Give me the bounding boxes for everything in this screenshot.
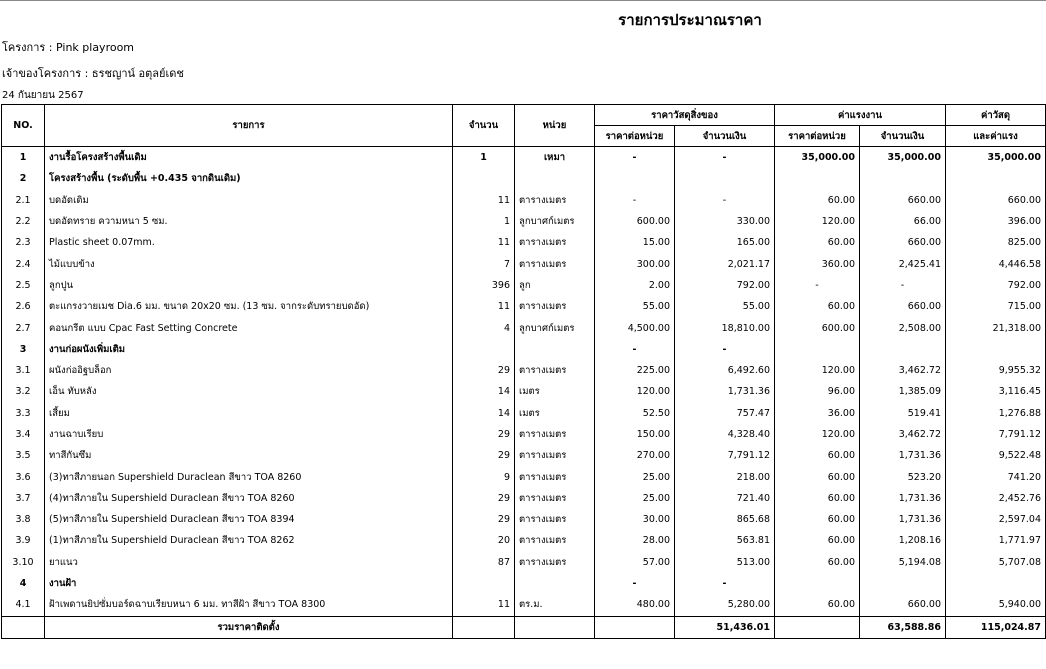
row-unit: ตร.ม. [515,594,595,616]
row-no: 4 [2,573,45,594]
row-unit: ลูกบาศก์เมตร [515,211,595,232]
col-labor-group: ค่าแรงงาน [775,105,946,126]
row-labor-unit-price: - [775,275,860,296]
row-labor-unit-price [775,573,860,594]
row-material-amount: 792.00 [675,275,775,296]
row-material-amount: 757.47 [675,403,775,424]
row-material-unit-price: 480.00 [595,594,675,616]
row-item: (3)ทาสีภายนอก Supershield Duraclean สีขาว TOA 8260 [45,466,453,487]
col-material-unit-price: ราคาต่อหน่วย [595,126,675,147]
table-row [2,573,1046,594]
row-labor-amount [860,168,946,189]
row-labor-unit-price: 60.00 [775,594,860,616]
row-labor-unit-price [775,339,860,360]
row-material-amount: 165.00 [675,232,775,253]
row-item: เสี้ยม [45,403,453,424]
table-row [2,466,1046,487]
col-labor-unit-price: ราคาต่อหน่วย [775,126,860,147]
row-labor-amount: 5,194.08 [860,552,946,573]
table-row [2,445,1046,466]
table-row [2,381,1046,402]
row-material-unit-price [595,168,675,189]
row-item: งานรื้อโครงสร้างพื้นเดิม [45,147,453,169]
col-material-amount: จำนวนเงิน [675,126,775,147]
row-unit [515,573,595,594]
row-material-unit-price: 270.00 [595,445,675,466]
row-material-unit-price: 4,500.00 [595,317,675,338]
grand-total: 115,024.87 [946,616,1046,638]
row-material-unit-price: 25.00 [595,488,675,509]
row-material-unit-price: 600.00 [595,211,675,232]
total-row [2,616,1046,638]
row-no: 3.3 [2,403,45,424]
row-item: ไม้แบบข้าง [45,253,453,274]
row-unit: ตารางเมตร [515,552,595,573]
row-material-unit-price: 25.00 [595,466,675,487]
table-row [2,147,1046,169]
row-qty: 29 [453,509,515,530]
row-qty: 11 [453,190,515,211]
row-qty: 11 [453,594,515,616]
table-row [2,253,1046,274]
row-item: เอ็น ทับหลัง [45,381,453,402]
table-body [2,147,1046,617]
row-labor-amount: 1,385.09 [860,381,946,402]
row-total: 21,318.00 [946,317,1046,338]
row-labor-amount: 1,208.16 [860,530,946,551]
col-material-group: ราคาวัสดุสิ่งของ [595,105,775,126]
row-labor-unit-price: 35,000.00 [775,147,860,169]
row-material-amount: 513.00 [675,552,775,573]
row-item: งานก่อผนังเพิ่มเติม [45,339,453,360]
row-unit: ตารางเมตร [515,190,595,211]
table-row [2,317,1046,338]
row-item: บดอัดเดิม [45,190,453,211]
row-no: 2.7 [2,317,45,338]
row-no: 4.1 [2,594,45,616]
row-unit: เมตร [515,403,595,424]
row-labor-amount: 660.00 [860,296,946,317]
row-material-amount: 218.00 [675,466,775,487]
row-labor-unit-price [775,168,860,189]
estimate-date: 24 กันยายน 2567 [2,90,84,101]
row-labor-amount: 519.41 [860,403,946,424]
row-item: งานฝ้า [45,573,453,594]
row-material-unit-price: - [595,147,675,169]
row-material-amount: - [675,190,775,211]
table-row [2,424,1046,445]
row-qty [453,573,515,594]
table-row [2,360,1046,381]
row-qty: 1 [453,211,515,232]
row-labor-unit-price: 120.00 [775,360,860,381]
table-row [2,339,1046,360]
row-no: 3.2 [2,381,45,402]
row-labor-amount: 35,000.00 [860,147,946,169]
row-total: 2,597.04 [946,509,1046,530]
row-material-amount: 5,280.00 [675,594,775,616]
row-material-amount: 1,731.36 [675,381,775,402]
row-item: ทาสีกันซึม [45,445,453,466]
row-material-unit-price: 150.00 [595,424,675,445]
row-material-amount: 721.40 [675,488,775,509]
row-material-unit-price: - [595,190,675,211]
row-material-unit-price: 28.00 [595,530,675,551]
row-qty: 29 [453,445,515,466]
row-unit: ตารางเมตร [515,530,595,551]
row-labor-amount: 1,731.36 [860,509,946,530]
row-material-amount: 4,328.40 [675,424,775,445]
row-labor-unit-price: 60.00 [775,232,860,253]
row-no: 3 [2,339,45,360]
row-material-unit-price: 15.00 [595,232,675,253]
row-unit: ตารางเมตร [515,445,595,466]
row-total: 825.00 [946,232,1046,253]
row-item: บดอัดทราย ความหนา 5 ซม. [45,211,453,232]
col-unit: หน่วย [515,105,595,147]
col-labor-amount: จำนวนเงิน [860,126,946,147]
row-qty: 9 [453,466,515,487]
row-material-amount: 2,021.17 [675,253,775,274]
row-labor-unit-price: 60.00 [775,296,860,317]
row-material-amount [675,168,775,189]
row-no: 3.9 [2,530,45,551]
col-total-group: ค่าวัสดุ [946,105,1046,126]
row-labor-amount: - [860,275,946,296]
row-unit: เหมา [515,147,595,169]
row-total: 660.00 [946,190,1046,211]
row-labor-unit-price: 60.00 [775,552,860,573]
row-unit: ลูกบาศก์เมตร [515,317,595,338]
row-unit: ตารางเมตร [515,232,595,253]
row-total: 2,452.76 [946,488,1046,509]
row-material-amount: 330.00 [675,211,775,232]
row-total: 9,955.32 [946,360,1046,381]
row-no: 3.4 [2,424,45,445]
row-total: 5,707.08 [946,552,1046,573]
row-total [946,339,1046,360]
table-row [2,552,1046,573]
row-material-amount: - [675,573,775,594]
row-no: 2.4 [2,253,45,274]
row-no: 2.3 [2,232,45,253]
row-unit: ตารางเมตร [515,253,595,274]
row-no: 3.1 [2,360,45,381]
row-qty: 29 [453,488,515,509]
page-title: รายการประมาณราคา [618,11,762,29]
row-item: ฝ้าเพดานยิปซั่มบอร์ดฉาบเรียบหนา 6 มม. ทาสีฝ้า สีขาว TOA 8300 [45,594,453,616]
row-material-unit-price: 57.00 [595,552,675,573]
row-qty: 1 [453,147,515,169]
row-qty: 29 [453,424,515,445]
col-no: NO. [2,105,45,147]
row-total: 9,522.48 [946,445,1046,466]
row-labor-unit-price: 360.00 [775,253,860,274]
row-no: 2.2 [2,211,45,232]
project-owner: เจ้าของโครงการ : ธรชญาน์ อตุลย์เดช [2,67,184,80]
row-item: ยาแนว [45,552,453,573]
row-item: (5)ทาสีภายใน Supershield Duraclean สีขาว TOA 8394 [45,509,453,530]
row-qty: 20 [453,530,515,551]
row-unit [515,168,595,189]
row-labor-amount: 3,462.72 [860,360,946,381]
table-row [2,530,1046,551]
row-labor-unit-price: 60.00 [775,530,860,551]
table-row [2,168,1046,189]
row-item: (4)ทาสีภายใน Supershield Duraclean สีขาว TOA 8260 [45,488,453,509]
row-total: 396.00 [946,211,1046,232]
row-qty: 29 [453,360,515,381]
row-no: 1 [2,147,45,169]
row-material-amount: 18,810.00 [675,317,775,338]
row-labor-unit-price: 36.00 [775,403,860,424]
row-no: 3.8 [2,509,45,530]
row-no: 3.10 [2,552,45,573]
row-labor-amount: 2,425.41 [860,253,946,274]
row-labor-unit-price: 60.00 [775,445,860,466]
row-item: ลูกปูน [45,275,453,296]
row-total: 35,000.00 [946,147,1046,169]
row-qty [453,168,515,189]
total-labor-amount: 63,588.86 [860,616,946,638]
row-no: 2.5 [2,275,45,296]
row-material-amount: 7,791.12 [675,445,775,466]
row-total: 715.00 [946,296,1046,317]
row-total: 1,771.97 [946,530,1046,551]
row-total: 1,276.88 [946,403,1046,424]
row-no: 2 [2,168,45,189]
row-no: 3.6 [2,466,45,487]
table-row [2,296,1046,317]
project-name: โครงการ : Pink playroom [2,41,135,54]
row-qty: 396 [453,275,515,296]
row-material-amount: 563.81 [675,530,775,551]
table-row [2,275,1046,296]
row-labor-amount: 1,731.36 [860,445,946,466]
row-total: 792.00 [946,275,1046,296]
row-total: 3,116.45 [946,381,1046,402]
row-material-amount: 55.00 [675,296,775,317]
row-item: ตะแกรงวายเมช Dia.6 มม. ขนาด 20x20 ซม. (13 ซม. จากระดับทรายบดอัด) [45,296,453,317]
row-material-amount: 865.68 [675,509,775,530]
row-unit: ตารางเมตร [515,466,595,487]
row-unit: ตารางเมตร [515,424,595,445]
row-labor-amount: 660.00 [860,232,946,253]
row-labor-unit-price: 120.00 [775,424,860,445]
row-total [946,168,1046,189]
row-unit: ตารางเมตร [515,360,595,381]
row-labor-amount [860,339,946,360]
row-material-unit-price: 52.50 [595,403,675,424]
row-labor-amount: 660.00 [860,190,946,211]
row-labor-amount: 3,462.72 [860,424,946,445]
total-label: รวมราคาติดตั้ง [45,616,453,638]
row-material-amount: - [675,147,775,169]
row-no: 2.6 [2,296,45,317]
row-no: 3.7 [2,488,45,509]
row-material-unit-price: 55.00 [595,296,675,317]
row-total: 5,940.00 [946,594,1046,616]
row-unit [515,339,595,360]
table-row [2,403,1046,424]
row-qty: 11 [453,232,515,253]
row-no: 2.1 [2,190,45,211]
table-row [2,594,1046,616]
top-border [0,0,1046,1]
row-item: (1)ทาสีภายใน Supershield Duraclean สีขาว TOA 8262 [45,530,453,551]
row-unit: ตารางเมตร [515,488,595,509]
row-qty: 11 [453,296,515,317]
row-material-unit-price: - [595,339,675,360]
row-unit: ตารางเมตร [515,509,595,530]
row-labor-unit-price: 96.00 [775,381,860,402]
col-total-sub: และค่าแรง [946,126,1046,147]
total-material-amount: 51,436.01 [675,616,775,638]
row-qty [453,339,515,360]
row-material-amount: - [675,339,775,360]
row-labor-amount: 660.00 [860,594,946,616]
row-item: Plastic sheet 0.07mm. [45,232,453,253]
table-row [2,211,1046,232]
row-material-unit-price: - [595,573,675,594]
row-total [946,573,1046,594]
col-qty: จำนวน [453,105,515,147]
table-header [2,105,1046,147]
row-labor-unit-price: 120.00 [775,211,860,232]
row-total: 4,446.58 [946,253,1046,274]
table-row [2,509,1046,530]
col-item: รายการ [45,105,453,147]
row-qty: 4 [453,317,515,338]
row-unit: ลูก [515,275,595,296]
row-qty: 7 [453,253,515,274]
table-row [2,488,1046,509]
row-item: คอนกรีต แบบ Cpac Fast Setting Concrete [45,317,453,338]
row-qty: 14 [453,381,515,402]
table-row [2,190,1046,211]
row-qty: 14 [453,403,515,424]
row-unit: เมตร [515,381,595,402]
row-material-unit-price: 30.00 [595,509,675,530]
row-qty: 87 [453,552,515,573]
row-total: 7,791.12 [946,424,1046,445]
row-labor-amount [860,573,946,594]
row-total: 741.20 [946,466,1046,487]
row-labor-amount: 2,508.00 [860,317,946,338]
table-row [2,232,1046,253]
row-item: งานฉาบเรียบ [45,424,453,445]
row-material-unit-price: 120.00 [595,381,675,402]
row-material-unit-price: 2.00 [595,275,675,296]
row-item: โครงสร้างพื้น (ระดับพื้น +0.435 จากดินเดิม) [45,168,453,189]
row-labor-unit-price: 600.00 [775,317,860,338]
row-material-unit-price: 225.00 [595,360,675,381]
row-labor-amount: 66.00 [860,211,946,232]
row-labor-unit-price: 60.00 [775,509,860,530]
row-labor-amount: 1,731.36 [860,488,946,509]
row-material-unit-price: 300.00 [595,253,675,274]
row-item: ผนังก่ออิฐบล็อก [45,360,453,381]
row-material-amount: 6,492.60 [675,360,775,381]
row-unit: ตารางเมตร [515,296,595,317]
row-labor-unit-price: 60.00 [775,488,860,509]
row-labor-unit-price: 60.00 [775,466,860,487]
estimate-table [1,104,1046,639]
row-labor-unit-price: 60.00 [775,190,860,211]
row-labor-amount: 523.20 [860,466,946,487]
row-no: 3.5 [2,445,45,466]
